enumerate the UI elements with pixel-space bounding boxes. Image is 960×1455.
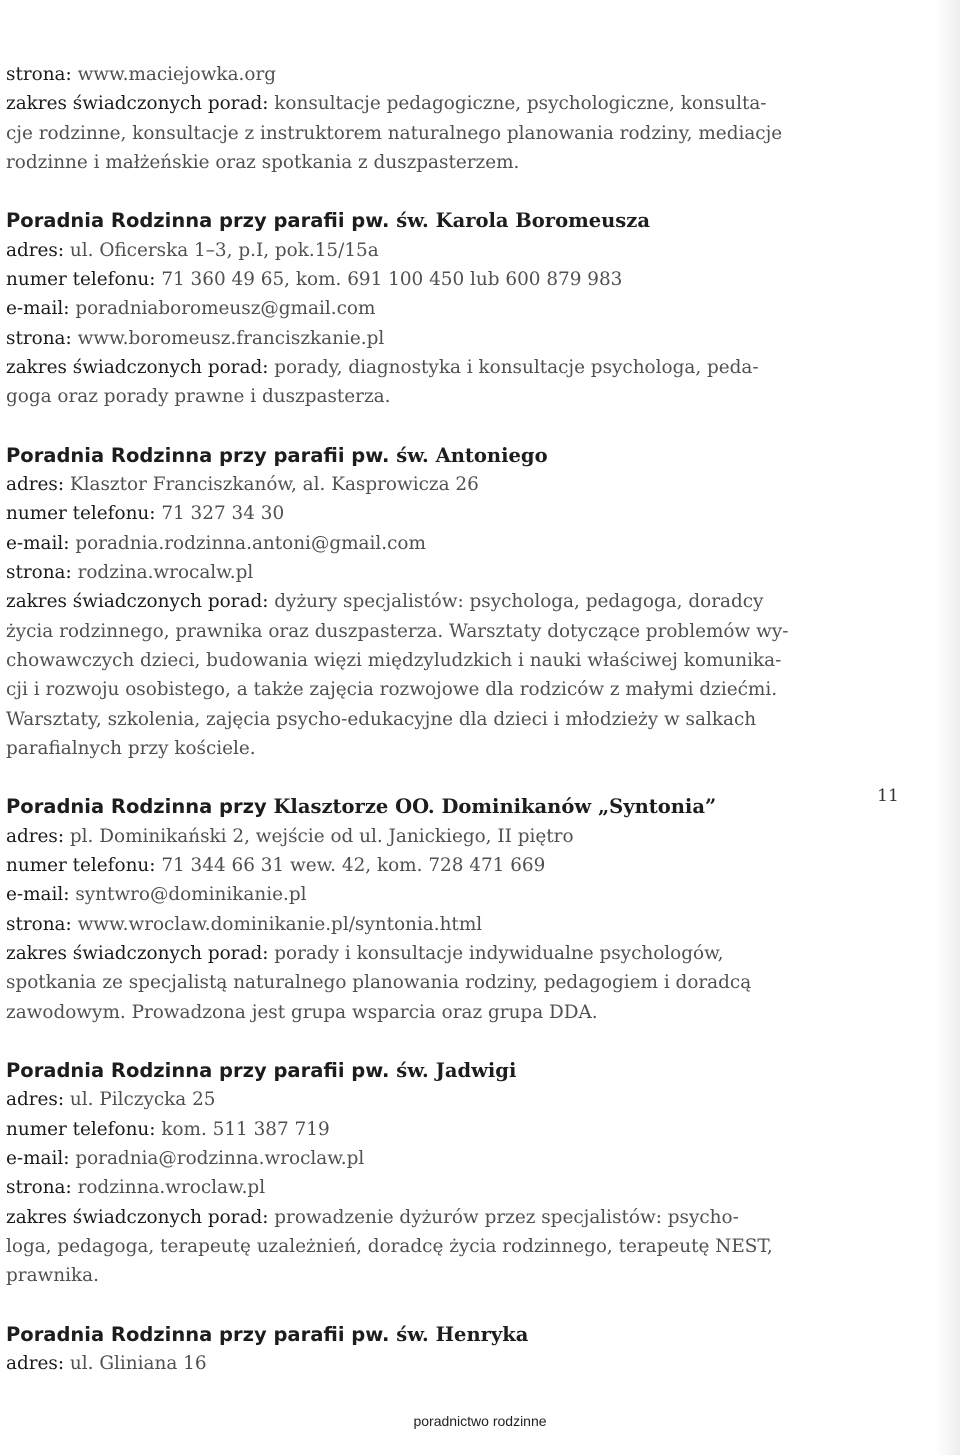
website-line: strona: rodzinna.wroclaw.pl xyxy=(6,1177,266,1199)
scope-line: zakres świadczonych porad: prowadzenie dyżurów przez specjalistów: psycho- xyxy=(6,1206,739,1228)
scope-label: zakres świadczonych porad: xyxy=(6,93,269,115)
scope-text: cji i rozwoju osobistego, a także zajęcia rozwojowe dla rodziców z małymi dziećmi. xyxy=(6,679,778,701)
phone-value: kom. 511 387 719 xyxy=(161,1118,330,1140)
address-line: adres: ul. Gliniana 16 xyxy=(6,1353,207,1375)
website-link[interactable]: rodzinna.wroclaw.pl xyxy=(77,1177,266,1199)
clinic-title: Poradnia Rodzinna przy parafii pw. św. Karola Boromeusza xyxy=(6,209,650,233)
scope-line: zakres świadczonych porad: porady, diagnostyka i konsultacje psychologa, peda- xyxy=(6,356,759,378)
scope-line: zakres świadczonych porad: porady i konsultacje indywidualne psychologów, xyxy=(6,942,724,964)
email-link[interactable]: poradnia@rodzinna.wroclaw.pl xyxy=(75,1147,365,1169)
email-line: e-mail: poradnia@rodzinna.wroclaw.pl xyxy=(6,1147,365,1169)
scope-text: loga, pedagoga, terapeutę uzależnień, doradcę życia rodzinnego, terapeutę NEST, xyxy=(6,1235,773,1257)
clinic-title: Poradnia Rodzinna przy Klasztorze OO. Dominikanów „Syntonia” xyxy=(6,795,717,819)
scope-line xyxy=(6,89,856,118)
website-line: strona: www.boromeusz.franciszkanie.pl xyxy=(6,327,385,349)
email-line: e-mail: poradniaboromeusz@gmail.com xyxy=(6,298,376,320)
clinic-title: Poradnia Rodzinna przy parafii pw. św. Henryka xyxy=(6,1322,529,1346)
website-link[interactable]: www.wroclaw.dominikanie.pl/syntonia.html xyxy=(77,913,483,935)
scope-text: chowawczych dzieci, budowania więzi międzyludzkich i nauki właściwej komunika- xyxy=(6,649,782,671)
page-footer: poradnictwo rodzinne xyxy=(413,1413,547,1429)
page-edge-shadow xyxy=(936,0,960,1455)
scope-line: zakres świadczonych porad: dyżury specjalistów: psychologa, pedagoga, doradcy xyxy=(6,591,764,613)
address-line: adres: Klasztor Franciszkanów, al. Kasprowicza 26 xyxy=(6,474,479,496)
clinic-entry-syntonia xyxy=(6,792,856,1026)
clinic-title: Poradnia Rodzinna przy parafii pw. św. Jadwigi xyxy=(6,1059,517,1083)
address-value: ul. Pilczycka 25 xyxy=(69,1089,216,1111)
scope-text: cje rodzinne, konsultacje z instruktorem naturalnego planowania rodziny, mediacje xyxy=(6,122,783,144)
website-line: strona: www.wroclaw.dominikanie.pl/syntonia.html xyxy=(6,913,483,935)
document-body xyxy=(6,60,856,1378)
scope-text: rodzinne i małżeńskie oraz spotkania z duszpasterzem. xyxy=(6,151,520,173)
address-line: adres: pl. Dominikański 2, wejście od ul. Janickiego, II piętro xyxy=(6,825,574,847)
email-link[interactable]: syntwro@dominikanie.pl xyxy=(75,884,307,906)
phone-value: 71 344 66 31 wew. 42, kom. 728 471 669 xyxy=(161,855,546,877)
address-line: adres: ul. Oficerska 1–3, p.I, pok.15/15a xyxy=(6,239,379,261)
scope-text: parafialnych przy kościele. xyxy=(6,737,256,759)
scope-text: Warsztaty, szkolenia, zajęcia psycho-edukacyjne dla dzieci i młodzieży w salkach xyxy=(6,708,757,730)
address-line: adres: ul. Pilczycka 25 xyxy=(6,1089,216,1111)
email-line: e-mail: syntwro@dominikanie.pl xyxy=(6,884,307,906)
phone-line: numer telefonu: 71 344 66 31 wew. 42, kom. 728 471 669 xyxy=(6,855,546,877)
phone-value: 71 327 34 30 xyxy=(161,503,285,525)
clinic-entry-boromeusz xyxy=(6,206,856,411)
phone-line: numer telefonu: 71 360 49 65, kom. 691 100 450 lub 600 879 983 xyxy=(6,269,623,291)
clinic-title: Poradnia Rodzinna przy parafii pw. św. Antoniego xyxy=(6,443,548,467)
scope-text: spotkania ze specjalistą naturalnego planowania rodziny, pedagogiem i doradcą xyxy=(6,972,752,994)
website-line: strona: rodzina.wrocalw.pl xyxy=(6,562,254,584)
email-link[interactable]: poradnia.rodzinna.antoni@gmail.com xyxy=(75,532,426,554)
phone-line: numer telefonu: 71 327 34 30 xyxy=(6,503,285,525)
website-link[interactable]: rodzina.wrocalw.pl xyxy=(77,562,254,584)
website-label: strona: xyxy=(6,64,72,85)
address-value: ul. Gliniana 16 xyxy=(69,1353,207,1375)
scope-text: goga oraz porady prawne i duszpasterza. xyxy=(6,386,391,408)
clinic-entry-jadwigi xyxy=(6,1056,856,1290)
website-value[interactable]: www.maciejowka.org xyxy=(77,64,277,85)
email-line: e-mail: poradnia.rodzinna.antoni@gmail.com xyxy=(6,532,426,554)
scope-text: zawodowym. Prowadzona jest grupa wsparcia oraz grupa DDA. xyxy=(6,1001,598,1023)
address-value: ul. Oficerska 1–3, p.I, pok.15/15a xyxy=(69,239,379,261)
address-value: Klasztor Franciszkanów, al. Kasprowicza 26 xyxy=(69,474,479,496)
scope-text: życia rodzinnego, prawnika oraz duszpasterza. Warsztaty dotyczące problemów wy- xyxy=(6,620,789,642)
scope-text: konsultacje pedagogiczne, psychologiczne, konsulta- xyxy=(274,93,767,115)
clinic-entry-henryka xyxy=(6,1320,856,1379)
email-link[interactable]: poradniaboromeusz@gmail.com xyxy=(75,298,376,320)
phone-value: 71 360 49 65, kom. 691 100 450 lub 600 879 983 xyxy=(161,269,623,291)
page-number: 11 xyxy=(877,786,899,806)
address-value: pl. Dominikański 2, wejście od ul. Janickiego, II piętro xyxy=(69,825,574,847)
website-line xyxy=(6,60,856,89)
clinic-entry-antoniego xyxy=(6,441,856,763)
scope-text: prawnika. xyxy=(6,1265,99,1287)
website-link[interactable]: www.boromeusz.franciszkanie.pl xyxy=(77,327,385,349)
phone-line: numer telefonu: kom. 511 387 719 xyxy=(6,1118,330,1140)
